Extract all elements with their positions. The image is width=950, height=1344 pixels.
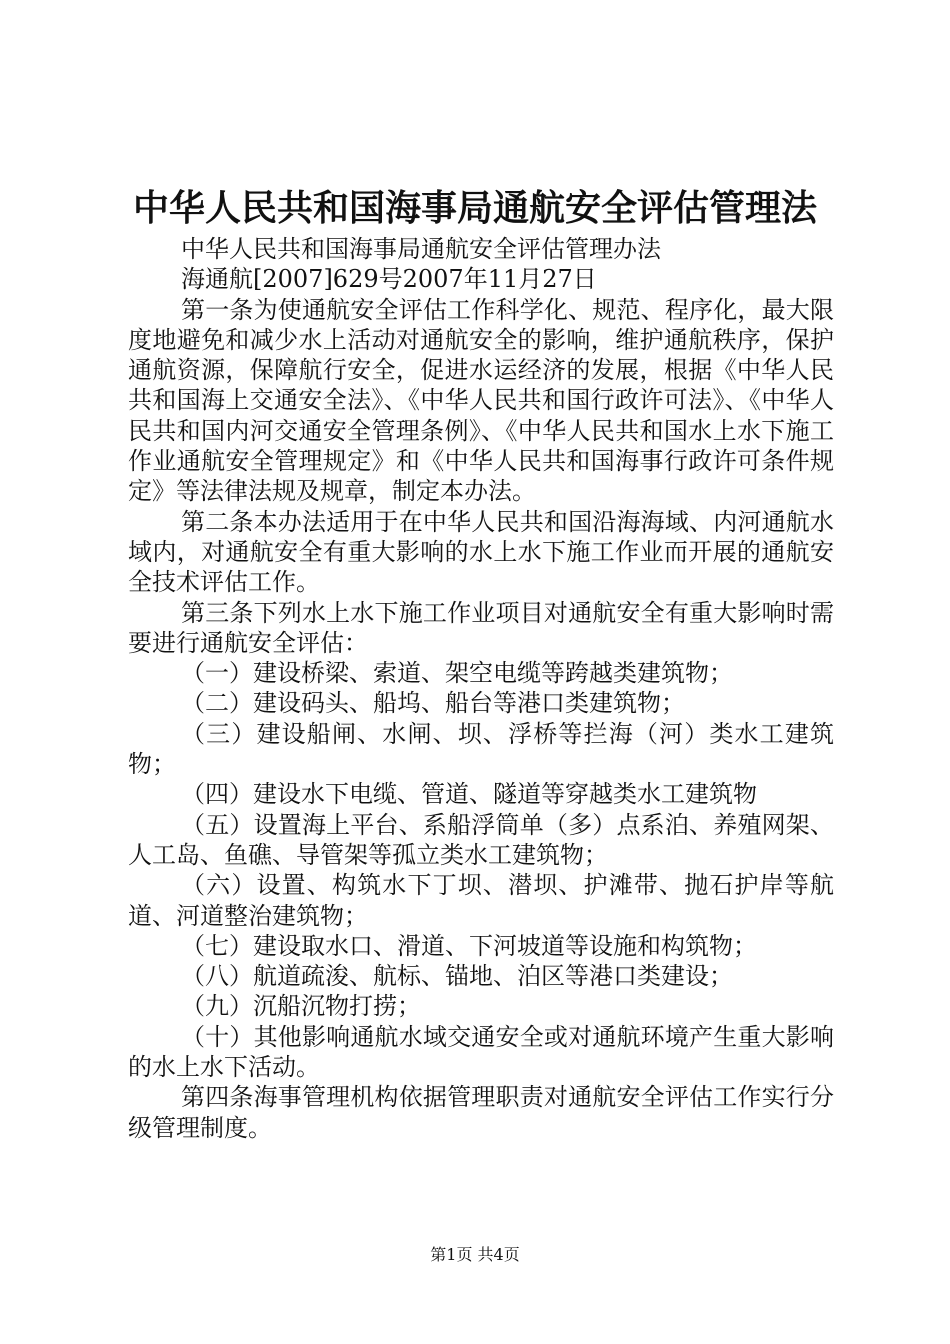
paragraph-article-4: 第四条海事管理机构依据管理职责对通航安全评估工作实行分级管理制度。: [128, 1083, 834, 1142]
page-number-footer: 第1页 共4页: [430, 1245, 520, 1264]
paragraph-article-1: 第一条为使通航安全评估工作科学化、规范、程序化，最大限度地避免和减少水上活动对通航安全的影响，维护通航秩序，保护通航资源，保障航行安全，促进水运经济的发展，根据《中华人民共和国海上交通安全法》、《中华人民共和国行政许可法》、《中华人民共和国内河交通安全管理条例》、《中华人民共和国水上水下施工作业通航安全管理规定》和《中华人民共和国海事行政许可条件规定》等法律法规及规章，制定本办法。: [128, 295, 834, 506]
list-item-5: （五）设置海上平台、系船浮筒单（多）点系泊、养殖网架、人工岛、鱼礁、导管架等孤立类水工建筑物；: [128, 810, 834, 869]
list-item-10: （十）其他影响通航水域交通安全或对通航环境产生重大影响的水上水下活动。: [128, 1022, 834, 1082]
paragraph-subtitle: 中华人民共和国海事局通航安全评估管理办法: [181, 235, 661, 263]
list-item-2: （二）建设码头、船坞、船台等港口类建筑物；: [181, 689, 685, 718]
list-item-8: （八）航道疏浚、航标、锚地、泊区等港口类建设；: [181, 962, 733, 991]
list-item-4: （四）建设水下电缆、管道、隧道等穿越类水工建筑物: [181, 780, 757, 809]
document-title: 中华人民共和国海事局通航安全评估管理法: [132, 187, 817, 229]
list-item-9: （九）沉船沉物打捞；: [181, 992, 421, 1021]
list-item-6: （六）设置、构筑水下丁坝、潜坝、护滩带、抛石护岸等航道、河道整治建筑物；: [128, 871, 834, 930]
list-item-7: （七）建设取水口、滑道、下河坡道等设施和构筑物；: [181, 931, 757, 960]
list-item-3: （三）建设船闸、水闸、坝、浮桥等拦海（河）类水工建筑物；: [128, 719, 834, 779]
paragraph-article-3: 第三条下列水上水下施工作业项目对通航安全有重大影响时需要进行通航安全评估：: [128, 598, 834, 657]
document-body: [128, 234, 834, 1143]
list-item-1: （一）建设桥梁、索道、架空电缆等跨越类建筑物；: [181, 659, 733, 688]
paragraph-article-2: 第二条本办法适用于在中华人民共和国沿海海域、内河通航水域内，对通航安全有重大影响的水上水下施工作业而开展的通航安全技术评估工作。: [128, 507, 834, 597]
paragraph-document-number: 海通航[2007]629号2007年11月27日: [181, 265, 597, 294]
